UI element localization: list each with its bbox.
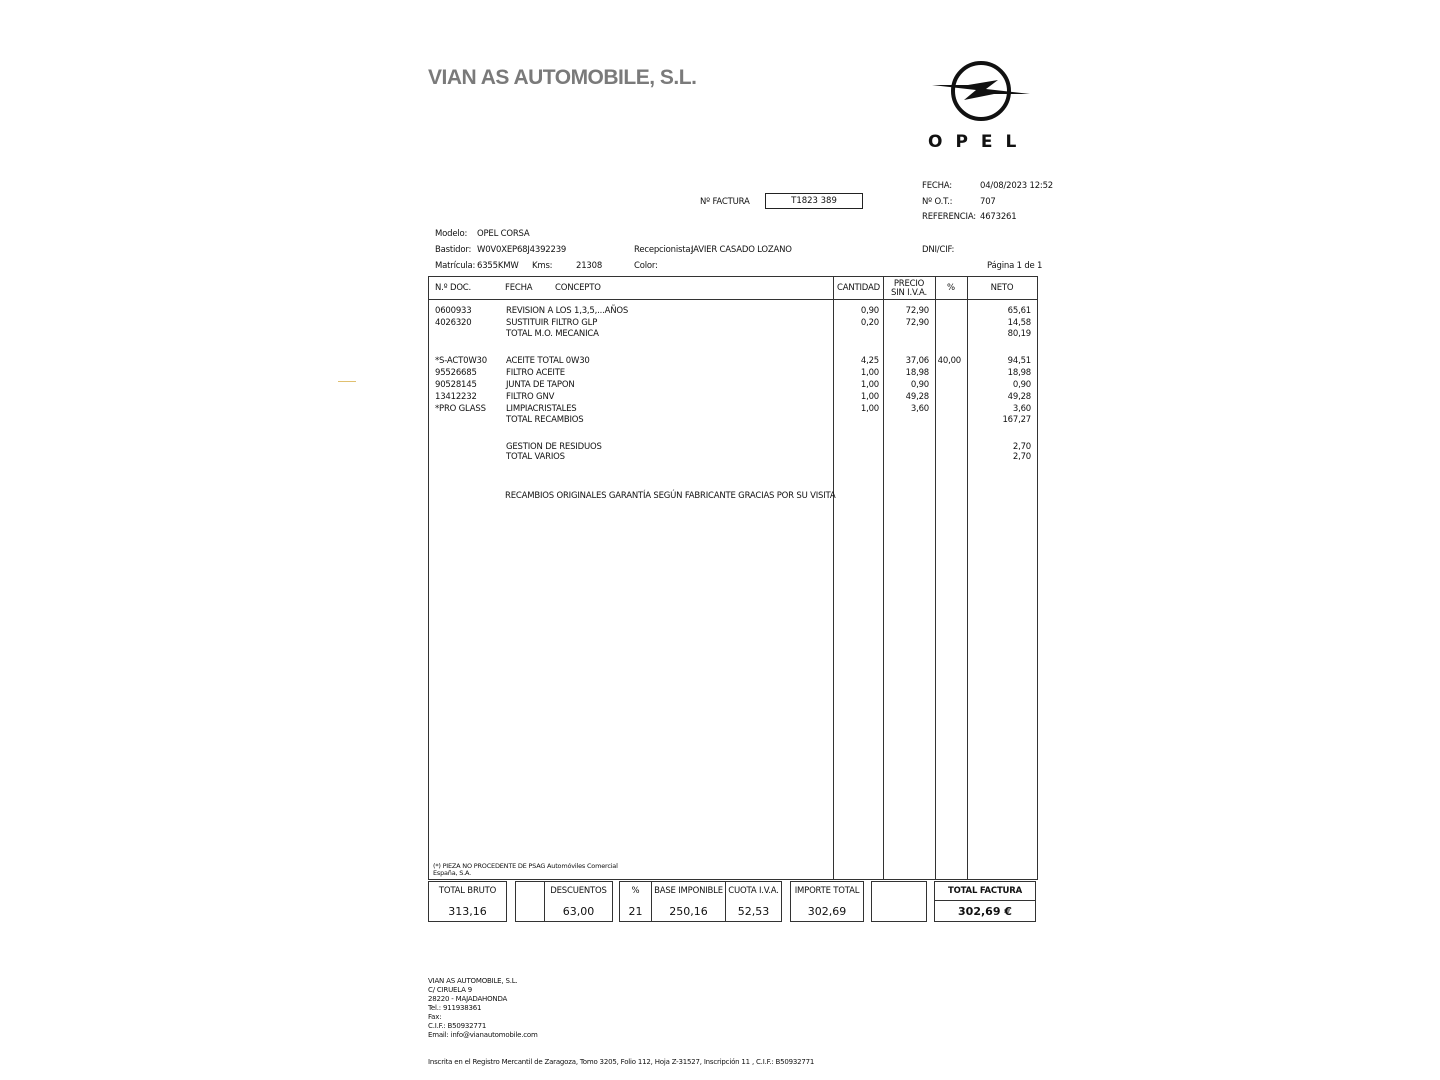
row-doc: 90528145 [435, 380, 477, 390]
row-cantidad: 1,00 [860, 368, 879, 378]
dni-label: DNI/CIF: [922, 245, 955, 255]
row-doc: *S-ACT0W30 [435, 356, 487, 366]
footnote: España, S.A. [433, 869, 472, 877]
total-factura-box [934, 881, 1036, 922]
row-neto: 14,58 [1007, 318, 1031, 328]
pct-value: 21 [628, 905, 643, 918]
base-box [651, 881, 726, 922]
row-doc: 13412232 [435, 392, 477, 402]
total-bruto-label: TOTAL BRUTO [438, 886, 497, 896]
row-neto: 49,28 [1007, 392, 1031, 402]
referencia-value: 4673261 [980, 212, 1017, 222]
row-neto: 65,61 [1007, 306, 1031, 316]
importe-box [790, 881, 864, 922]
descuentos-label: DESCUENTOS [550, 886, 607, 896]
row-concepto: ACEITE TOTAL 0W30 [506, 356, 590, 366]
header-fecha: FECHA [505, 283, 533, 293]
empty-box [515, 881, 545, 922]
row-concepto: GESTION DE RESIDUOS [506, 442, 602, 452]
total-bruto-box [428, 881, 507, 922]
row-concepto: TOTAL M.O. MECANICA [506, 329, 599, 339]
ot-label: Nº O.T.: [922, 197, 953, 207]
recepcionista-label: Recepcionista: [634, 245, 694, 255]
footer-line: C.I.F.: B50932771 [428, 1022, 487, 1030]
mark-line [338, 381, 356, 382]
factura-number: T1823 389 [765, 193, 863, 209]
row-concepto: SUSTITUIR FILTRO GLP [506, 318, 598, 328]
header-neto: NETO [990, 283, 1014, 293]
cuota-label: CUOTA I.V.A. [728, 886, 779, 896]
total-factura-value: 302,69 € [958, 905, 1012, 918]
header-ndoc: N.º DOC. [435, 283, 472, 293]
footer-registro: Inscrita en el Registro Mercantil de Zaragoza, Tomo 3205, Folio 112, Hoja Z-31527, Inscripción 11 , C.I.F.: B50932771 [428, 1058, 815, 1066]
row-precio: 18,98 [905, 368, 929, 378]
row-doc: 95526685 [435, 368, 477, 378]
row-concepto: FILTRO ACEITE [506, 368, 565, 378]
row-concepto: FILTRO GNV [506, 392, 555, 402]
row-doc: 4026320 [435, 318, 472, 328]
row-neto: 0,90 [1012, 380, 1031, 390]
base-value: 250,16 [669, 905, 708, 918]
row-concepto: TOTAL RECAMBIOS [506, 415, 584, 425]
header-divider [429, 299, 1037, 300]
matricula-label: Matrícula: [435, 261, 476, 271]
row-doc: 0600933 [435, 306, 472, 316]
row-pct: 40,00 [937, 356, 961, 366]
importe-label: IMPORTE TOTAL [794, 886, 860, 896]
row-precio: 49,28 [905, 392, 929, 402]
pagina: Página 1 de 1 [987, 261, 1043, 271]
company-name: VIAN AS AUTOMOBILE, S.L. [428, 66, 697, 89]
row-concepto: TOTAL VARIOS [506, 452, 565, 462]
col-divider [935, 277, 936, 879]
row-concepto: JUNTA DE TAPON [506, 380, 575, 390]
row-cantidad: 4,25 [860, 356, 879, 366]
fecha-value: 04/08/2023 12:52 [980, 181, 1053, 191]
row-precio: 0,90 [910, 380, 929, 390]
factura-label: Nº FACTURA [700, 197, 750, 207]
row-precio: 72,90 [905, 318, 929, 328]
row-precio: 72,90 [905, 306, 929, 316]
table-note: RECAMBIOS ORIGINALES GARANTÍA SEGÚN FABRICANTE GRACIAS POR SU VISITA [505, 491, 836, 501]
descuentos-value: 63,00 [562, 905, 595, 918]
row-neto: 80,19 [1007, 329, 1031, 339]
bastidor-value: W0V0XEP68J4392239 [477, 245, 567, 255]
pct-label: % [631, 886, 640, 896]
row-concepto: LIMPIACRISTALES [506, 404, 577, 414]
total-bruto-value: 313,16 [448, 905, 487, 918]
base-label: BASE IMPONIBLE [654, 886, 723, 896]
footer-line: Fax: [428, 1013, 442, 1021]
header-precio-sub: SIN I.V.A. [891, 288, 927, 298]
opel-logo-icon [928, 58, 1034, 128]
modelo-label: Modelo: [435, 229, 468, 239]
footer-line: VIAN AS AUTOMOBILE, S.L. [428, 977, 518, 985]
color-label: Color: [634, 261, 658, 271]
kms-label: Kms: [532, 261, 553, 271]
header-cantidad: CANTIDAD [837, 283, 880, 293]
footnote: (*) PIEZA NO PROCEDENTE DE PSAG Automóviles Comercial [433, 862, 618, 870]
modelo-value: OPEL CORSA [477, 229, 530, 239]
ot-value: 707 [980, 197, 996, 207]
matricula-value: 6355KMW [477, 261, 519, 271]
cuota-box [725, 881, 782, 922]
total-factura-divider [935, 900, 1035, 901]
footer-address [428, 977, 538, 1040]
footer-line: Tel.: 911938361 [428, 1004, 482, 1012]
row-cantidad: 1,00 [860, 392, 879, 402]
row-neto: 18,98 [1007, 368, 1031, 378]
fecha-label: FECHA: [922, 181, 952, 191]
row-neto: 2,70 [1012, 452, 1031, 462]
total-factura-label: TOTAL FACTURA [948, 886, 1022, 896]
bastidor-label: Bastidor: [435, 245, 472, 255]
row-neto: 2,70 [1012, 442, 1031, 452]
row-cantidad: 1,00 [860, 404, 879, 414]
row-cantidad: 0,20 [860, 318, 879, 328]
footer-email[interactable]: Email: info@vianautomobile.com [428, 1031, 538, 1039]
recepcionista-value: JAVIER CASADO LOZANO [691, 245, 792, 255]
header-pct: % [947, 283, 955, 293]
header-concepto: CONCEPTO [555, 283, 601, 293]
row-cantidad: 0,90 [860, 306, 879, 316]
row-doc: *PRO GLASS [435, 404, 486, 414]
row-neto: 94,51 [1007, 356, 1031, 366]
importe-value: 302,69 [807, 905, 847, 918]
cuota-value: 52,53 [737, 905, 770, 918]
brand-name: OPEL [928, 132, 1030, 152]
row-precio: 3,60 [910, 404, 929, 414]
kms-value: 21308 [576, 261, 603, 271]
pct-box [619, 881, 652, 922]
row-concepto: REVISION A LOS 1,3,5,...AÑOS [506, 306, 629, 316]
row-neto: 3,60 [1012, 404, 1031, 414]
items-table [428, 276, 1038, 880]
referencia-label: REFERENCIA: [922, 212, 976, 222]
empty-box [871, 881, 927, 922]
row-neto: 167,27 [1002, 415, 1031, 425]
row-precio: 37,06 [905, 356, 929, 366]
row-cantidad: 1,00 [860, 380, 879, 390]
header-precio: PRECIO [893, 279, 925, 289]
descuentos-box [544, 881, 613, 922]
footer-line: C/ CIRUELA 9 [428, 986, 472, 994]
footer-line: 28220 - MAJADAHONDA [428, 995, 508, 1003]
